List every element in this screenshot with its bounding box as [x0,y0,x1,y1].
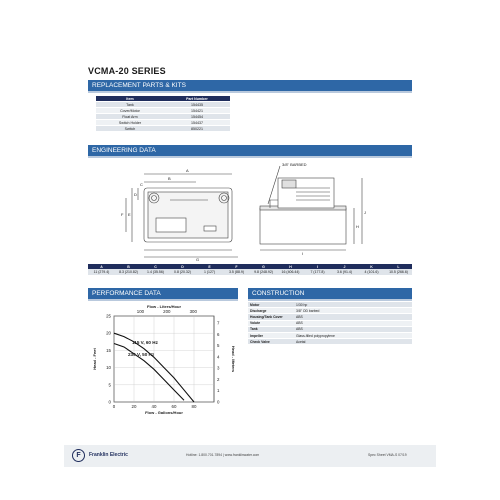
dim-label-d: D [134,192,137,197]
left-tick-label: 0 [108,399,111,405]
dim-header: F [223,264,250,269]
construction-value: Acetal [294,339,412,345]
parts-item: Switch [96,126,164,132]
annotation-115v: 115 V, 60 Hz [132,340,158,345]
left-tick-label: 5 [108,382,111,388]
barbed-label: 3/8" BARBED [282,162,307,167]
construction-value: 1/30 hp [294,302,412,308]
dim-header: A [88,264,115,269]
parts-item: Tank [96,102,164,108]
dim-label-f: F [121,212,124,217]
dim-header: C [142,264,169,269]
construction-key: Impeller [248,332,294,338]
dim-header: L [385,264,412,269]
parts-number: 850221 [164,126,230,132]
right-tick-label: 2 [217,376,220,382]
left-axis-label: Head - Feet [92,348,97,370]
dim-value: 16 (406.44) [277,269,304,275]
construction-key: Tank [248,326,294,332]
parts-number: 154421 [164,108,230,114]
engineering-data-banner: ENGINEERING DATA [88,145,412,158]
right-tick-label: 4 [217,354,220,360]
construction-table [248,302,412,345]
performance-data-banner: PERFORMANCE DATA [88,288,238,301]
right-axis-label: Head - Meters [231,345,236,373]
series-title: VCMA-20 SERIES [88,66,166,76]
right-tick-label: 7 [217,320,220,326]
franklin-logo-icon: F [72,449,85,462]
construction-value: Glass-filled polypropylene [294,332,412,338]
parts-header-part-number: Part Number [164,96,230,102]
parts-item: Switch Holder [96,120,164,126]
dim-value: 11 (279.4) [88,269,115,275]
dim-value: 3.6 (91.4) [331,269,358,275]
top-tick-label: 200 [163,309,171,314]
left-tick-label: 25 [106,313,111,319]
dim-label-h: H [356,224,359,229]
plot-frame [114,316,214,402]
dim-label-j: J [364,210,366,215]
parts-number: 154454 [164,114,230,120]
parts-header-item: Item [96,96,164,102]
bottom-tick-label: 0 [112,404,116,409]
dim-label-c: C [140,182,143,187]
parts-item: Cover/Motor [96,108,164,114]
parts-number: 154437 [164,120,230,126]
dim-value: 1.4 (35.56) [142,269,169,275]
construction-value: ABS [294,326,412,332]
parts-item: Float Arm [96,114,164,120]
dim-value: 0.8 (20.32) [169,269,196,275]
left-tick-label: 20 [106,330,111,336]
engineering-drawing [110,160,370,262]
table-row [96,126,230,132]
dim-value: 9.8 (248.92) [250,269,277,275]
construction-key: Housing/Tank Cover [248,314,294,320]
annotation-230v: 230 V, 50 Hz [128,352,155,357]
construction-key: Motor [248,302,294,308]
dim-label-i: I [302,251,304,256]
left-tick-label: 15 [106,347,111,353]
dim-label-g: G [196,257,200,262]
dim-value: 10.5 (266.6) [385,269,412,275]
dimensions-table [88,264,412,275]
dim-value: 1 (127) [196,269,223,275]
right-tick-label: 1 [217,388,220,394]
construction-key: Discharge [248,308,294,314]
dim-label-e: E [128,212,131,217]
left-tick-label: 10 [106,365,111,371]
dim-value: 7 (177.8) [304,269,331,275]
construction-value: ABS [294,320,412,326]
top-axis-label: Flow - Liters/Hour [147,304,181,309]
top-tick-label: 100 [136,309,145,314]
performance-chart [88,302,238,416]
parts-table [96,96,230,131]
bottom-tick-label: 40 [151,404,157,409]
dimensions-value-row [88,269,412,275]
construction-key: Volute [248,320,294,326]
dim-header: H [277,264,304,269]
dim-value: 4 (101.6) [358,269,385,275]
dim-header: K [358,264,385,269]
construction-key: Check Valve [248,339,294,345]
dim-header: I [304,264,331,269]
construction-banner: CONSTRUCTION [248,288,412,301]
dim-value: 8.3 (210.82) [115,269,142,275]
dim-header: J [331,264,358,269]
dim-label-b: B [168,176,171,181]
footer-contact: Hotline: 1.800.701.7894 | www.franklinwater.com [186,453,260,457]
dim-header: D [169,264,196,269]
dim-value: 3.5 (88.9) [223,269,250,275]
right-tick-label: 0 [217,399,220,405]
construction-value: ABS [294,314,412,320]
right-tick-label: 6 [217,331,220,337]
brand-name: Franklin Electric [89,452,128,458]
side-view-drawing [260,166,362,250]
footer-spec: Spec Sheet VMA-S 07/19 [368,453,407,457]
parts-number: 154435 [164,102,230,108]
top-tick-label: 300 [189,309,197,314]
dim-header: G [250,264,277,269]
bottom-tick-label: 80 [191,404,197,409]
dim-header: B [115,264,142,269]
right-tick-label: 5 [217,343,220,349]
replacement-parts-banner: REPLACEMENT PARTS & KITS [88,80,412,93]
table-row [248,339,412,345]
bottom-tick-label: 20 [131,404,137,409]
bottom-tick-label: 60 [171,404,177,409]
construction-value: 3/8" OD barbed [294,308,412,314]
bottom-axis-label: Flow - Gallons/Hour [145,410,183,415]
right-tick-label: 3 [217,365,220,371]
dim-label-a: A [186,168,189,173]
dim-header: E [196,264,223,269]
